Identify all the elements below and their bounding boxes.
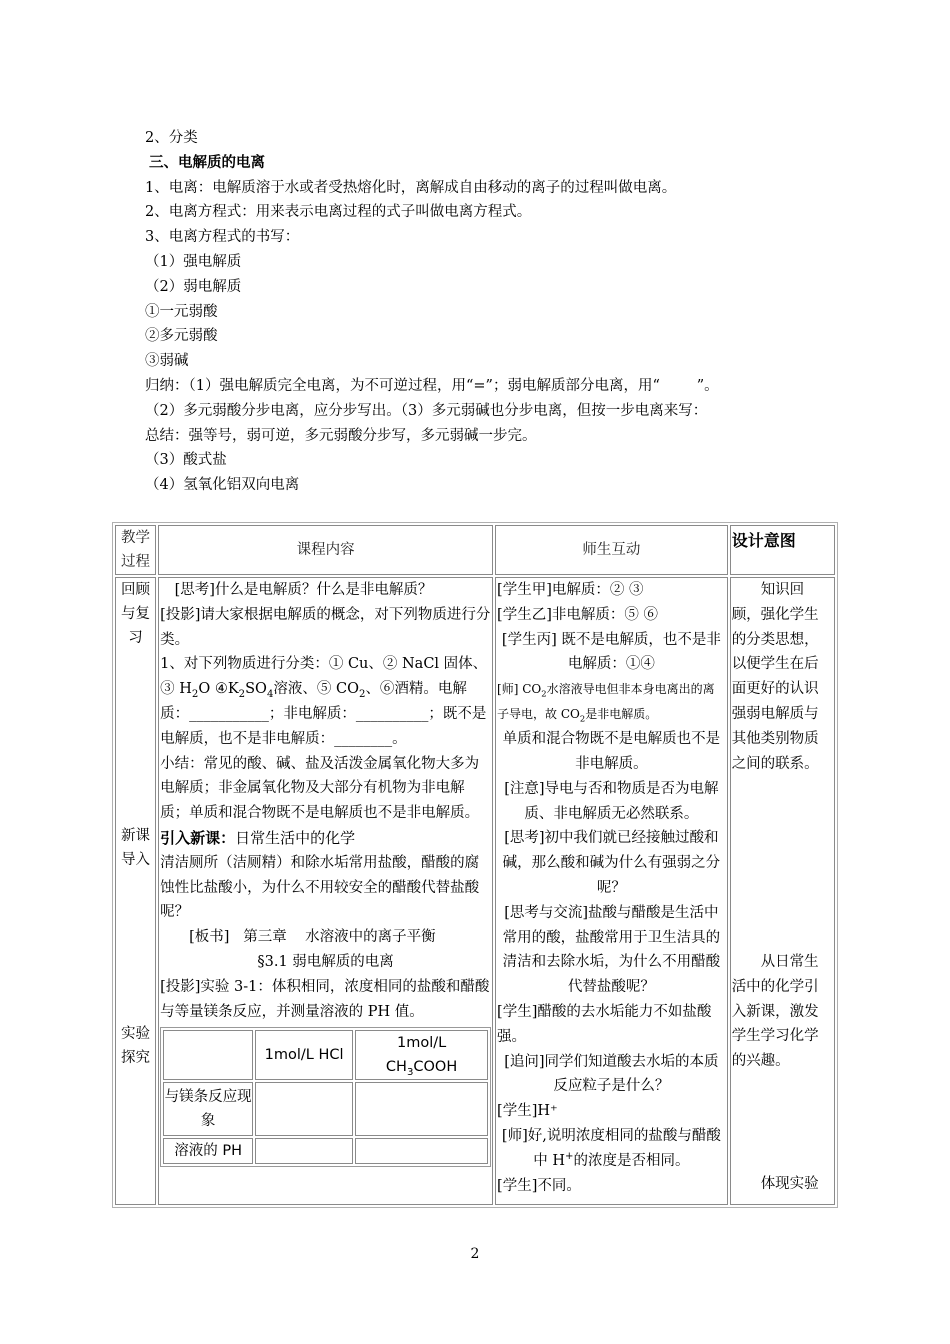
section-heading: 三、电解质的电离 bbox=[149, 153, 265, 171]
interaction-student-b: [学生乙]非电解质：⑤ ⑥ bbox=[497, 606, 658, 623]
line-strong: （1）强电解质 bbox=[145, 253, 242, 270]
design-column bbox=[730, 577, 835, 1205]
line-weak: （2）弱电解质 bbox=[145, 278, 242, 295]
design-new-lesson: 从日常生活中的化学引入新课，激发学生学习化学的兴趣。 bbox=[731, 954, 819, 1070]
interaction-teacher-h: [师]好,说明浓度相同的盐酸与醋酸中 H+的浓度是否相同。 bbox=[501, 1127, 721, 1169]
page-number: 2 bbox=[470, 1246, 480, 1262]
interaction-student-a: [学生甲]电解质：② ③ bbox=[497, 582, 644, 598]
content-exercise: 1、对下列物质进行分类：① Cu、② NaCl 固体、③ $H_2O$ $④K_2SO_4$溶液、⑤ $CO_2$、⑥酒精。电解质：___________；非电解质：__________；既不是电解质，也不是非电解质：________。 bbox=[160, 656, 488, 747]
line-summary-3: 总结：强等号，弱可逆，多元弱酸分步写，多元弱碱一步完。 bbox=[145, 427, 537, 444]
line-acid-salt: （3）酸式盐 bbox=[145, 452, 227, 469]
interaction-student-h: [学生]H⁺ bbox=[497, 1103, 558, 1120]
content-board-chapter: [板书] 第三章 水溶液中的离子平衡 bbox=[189, 929, 436, 946]
exp-header-acetic: 1mol/L $CH_3COOH$ bbox=[355, 1030, 488, 1080]
exp-header-hcl: 1mol/L HCl bbox=[255, 1030, 353, 1080]
content-board-section: §3.1 弱电解质的电离 bbox=[257, 953, 394, 970]
interaction-student-answer: [学生]醋酸的去水垢能力不如盐酸强。 bbox=[497, 1003, 712, 1045]
stage-column bbox=[115, 577, 156, 1205]
line-summary-2: （2）多元弱酸分步电离，应分步写出。（3）多元弱碱也分步电离，但按一步电离来写： bbox=[145, 402, 708, 419]
intro-text bbox=[145, 126, 835, 498]
experiment-table bbox=[160, 1027, 491, 1167]
exp-row-reaction: 与镁条反应现象 bbox=[163, 1082, 253, 1136]
line-aluminum-hydroxide: （4）氢氧化铝双向电离 bbox=[145, 477, 300, 494]
lesson-table bbox=[112, 522, 838, 1208]
interaction-teacher-co2: [师] $CO_2$水溶液导电但非本身电离出的离子导电，故 $CO_2$是非电解质。 bbox=[497, 682, 715, 724]
interaction-column bbox=[495, 577, 728, 1205]
design-experiment: 体现实验 bbox=[760, 1176, 819, 1192]
exp-cell bbox=[355, 1138, 488, 1164]
content-experiment: [投影]实验 3-1：体积相同，浓度相同的盐酸和醋酸与等量镁条反应，并测量溶液的 PH 值。 bbox=[160, 978, 490, 1020]
interaction-student-c: [学生丙] 既不是电解质，也不是非电解质：①④ bbox=[501, 631, 721, 673]
stage-new-lesson: 新课导入 bbox=[121, 828, 151, 868]
interaction-student-different: [学生]不同。 bbox=[497, 1177, 581, 1194]
content-question: 清洁厕所（洁厕精）和除水垢常用盐酸，醋酸的腐蚀性比盐酸小，为什么不用较安全的醋酸代替盐酸呢？ bbox=[160, 854, 480, 921]
interaction-discussion: [思考与交流]盐酸与醋酸是生活中常用的酸，盐酸常用于卫生洁具的清洁和去除水垢，为什么不用醋酸代替盐酸呢？ bbox=[502, 904, 721, 996]
exp-cell bbox=[255, 1082, 353, 1136]
interaction-note-elements: 单质和混合物既不是电解质也不是非电解质。 bbox=[502, 731, 721, 772]
exp-cell bbox=[355, 1082, 488, 1136]
design-review: 知识回顾，强化学生的分类思想，以便学生在后面更好的认识强弱电解质与其他类别物质之间的联系。 bbox=[731, 582, 819, 772]
stage-experiment: 实验探究 bbox=[121, 1026, 151, 1066]
content-intro: 引入新课：日常生活中的化学 bbox=[160, 828, 356, 847]
content-column bbox=[158, 577, 493, 1205]
content-summary: 小结：常见的酸、碱、盐及活泼金属氧化物大多为电解质；非金属氧化物及大部分有机物为非电解质；单质和混合物既不是电解质也不是非电解质。 bbox=[160, 755, 480, 822]
header-design: 设计意图 bbox=[730, 525, 835, 575]
line-equation-writing: 3、电离方程式的书写： bbox=[145, 229, 300, 246]
header-content: 课程内容 bbox=[158, 525, 493, 575]
header-process: 教学过程 bbox=[115, 525, 156, 575]
line-polyprotic: ②多元弱酸 bbox=[145, 328, 218, 345]
content-projection: [投影]请大家根据电解质的概念，对下列物质进行分类。 bbox=[160, 606, 491, 648]
exp-row-ph: 溶液的 PH bbox=[163, 1138, 253, 1164]
line-classification: 2、分类 bbox=[145, 130, 198, 146]
content-think: [思考]什么是电解质？什么是非电解质？ bbox=[174, 582, 433, 598]
stage-review: 回顾与复习 bbox=[121, 582, 151, 646]
exp-empty-cell bbox=[163, 1030, 253, 1080]
line-summary-1: 归纳：（1）强电解质完全电离，为不可逆过程，用“=”；弱电解质部分电离，用“ ”。 bbox=[145, 377, 719, 394]
line-ionization-def: 1、电离：电解质溶于水或者受热熔化时，离解成自由移动的离子的过程叫做电离。 bbox=[145, 179, 677, 196]
line-monoprotic: ①一元弱酸 bbox=[145, 303, 218, 320]
interaction-follow-up: [追问]同学们知道酸去水垢的本质反应粒子是什么？ bbox=[504, 1053, 719, 1095]
line-equation-def: 2、电离方程式：用来表示电离过程的式子叫做电离方程式。 bbox=[145, 204, 532, 221]
interaction-think: [思考]初中我们就已经接触过酸和碱，那么酸和碱为什么有强弱之分呢？ bbox=[502, 830, 721, 896]
header-interaction: 师生互动 bbox=[495, 525, 728, 575]
exp-cell bbox=[255, 1138, 353, 1164]
line-weak-base: ③弱碱 bbox=[145, 353, 189, 370]
interaction-attention: [注意]导电与否和物质是否为电解质、非电解质无必然联系。 bbox=[504, 780, 719, 822]
